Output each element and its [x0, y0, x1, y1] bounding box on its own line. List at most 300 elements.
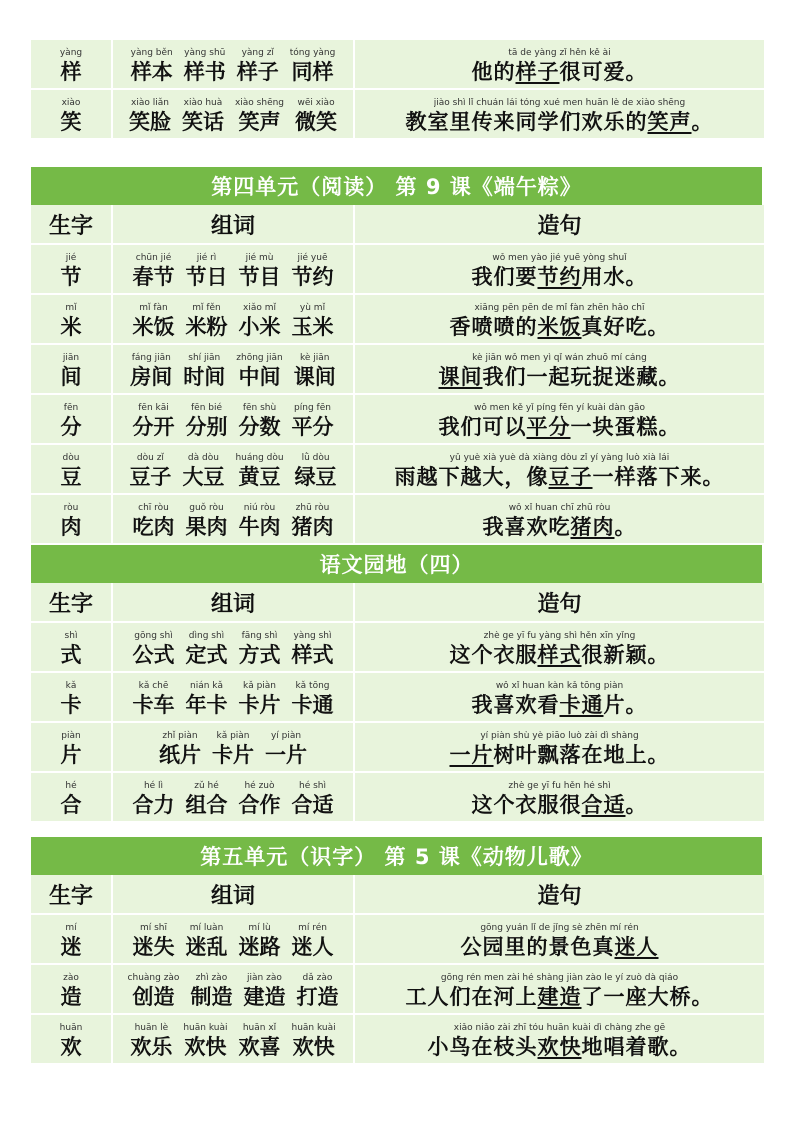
pinyin: kǎ: [65, 681, 77, 691]
sentence-post: 很新颖。: [581, 642, 670, 667]
sentence-cell: [355, 915, 764, 965]
word-item: [235, 453, 283, 490]
word-item: [186, 303, 228, 340]
word-item: [133, 403, 175, 440]
example-sentence: [450, 731, 670, 768]
pinyin: jiàn zào: [247, 973, 282, 983]
hanzi: 迷失: [132, 934, 175, 959]
pinyin: jié: [65, 253, 77, 263]
pinyin: mí lù: [248, 923, 271, 933]
word-item: [133, 681, 175, 718]
table-row: [31, 295, 764, 345]
word-item: [186, 681, 228, 718]
char-cell: [31, 245, 113, 295]
example-sentence: [439, 403, 681, 440]
hanzi: 吃肉: [132, 514, 175, 539]
sentence-post: 用水。: [581, 264, 648, 289]
word-item: [292, 781, 334, 818]
sentence-text: [483, 514, 637, 540]
sentence-pre: 我喜欢吃: [482, 514, 571, 539]
sentence-cell: [355, 90, 764, 140]
pinyin: jié rì: [196, 253, 217, 263]
sentence-post: 我们一起玩捉迷藏。: [482, 364, 681, 389]
table-row: [31, 965, 764, 1015]
hanzi: 建造: [243, 984, 286, 1009]
char-cell: [31, 90, 113, 140]
pinyin: jié mù: [245, 253, 274, 263]
hanzi: 米: [60, 314, 82, 339]
pinyin: zhōng jiān: [236, 353, 283, 363]
hanzi: 绿豆: [294, 464, 337, 489]
word-list: [113, 973, 353, 1010]
char-cell: [31, 495, 113, 545]
hanzi: 迷: [60, 934, 82, 959]
table-row: [31, 495, 764, 545]
word-item: [239, 403, 281, 440]
word-item: [186, 503, 228, 540]
sentence-cell: [355, 345, 764, 395]
char-cell: [31, 915, 113, 965]
hanzi: 迷人: [291, 934, 334, 959]
word-item: [186, 923, 228, 960]
hanzi: 米粉: [185, 314, 228, 339]
sentence-pre: 我们可以: [438, 414, 527, 439]
sentence-cell: [355, 295, 764, 345]
word-item: [129, 453, 171, 490]
header-sentence: 造句: [355, 205, 764, 245]
hanzi: 欢快: [184, 1034, 227, 1059]
sentence-pinyin: yí piàn shù yè piāo luò zài dì shàng: [480, 731, 639, 741]
word-item: [295, 98, 337, 135]
word-item: [290, 48, 336, 85]
char-cell: [31, 723, 113, 773]
pinyin: kǎ piàn: [242, 681, 277, 691]
hanzi: 欢乐: [130, 1034, 173, 1059]
hanzi: 间: [60, 364, 82, 389]
pinyin: zhū ròu: [295, 503, 330, 513]
words-cell: [113, 445, 355, 495]
char-cell: [31, 673, 113, 723]
pinyin: dǎ zào: [302, 973, 333, 983]
words-cell: [113, 915, 355, 965]
new-character: [61, 973, 82, 1010]
section-yuwen-yuandi-4: [31, 545, 762, 823]
sentence-keyword: 卡通: [559, 692, 604, 717]
sentence-post: 。: [625, 792, 648, 817]
table-row: [31, 915, 764, 965]
word-item: [236, 353, 282, 390]
word-item: [190, 973, 232, 1010]
new-character: [61, 453, 82, 490]
pinyin: kǎ piàn: [216, 731, 250, 741]
section-title: 第五单元（识字） 第 5 课《动物儿歌》: [31, 837, 762, 875]
pinyin: fēn shù: [242, 403, 277, 413]
pinyin: chūn jié: [135, 253, 172, 263]
sentence-pre: 香喷喷的: [449, 314, 538, 339]
word-item: [133, 503, 175, 540]
pinyin: mí rén: [298, 923, 327, 933]
hanzi: 时间: [183, 364, 226, 389]
new-character: [61, 681, 82, 718]
hanzi: 样书: [183, 59, 226, 84]
word-item: [292, 303, 334, 340]
hanzi: 创造: [132, 984, 175, 1009]
word-item: [296, 973, 338, 1010]
word-item: [294, 353, 336, 390]
sentence-text: [406, 109, 714, 135]
words-cell: [113, 1015, 355, 1065]
pinyin: zǔ hé: [194, 781, 219, 791]
pinyin: kǎ chē: [138, 681, 169, 691]
word-item: [133, 253, 175, 290]
pinyin: xiǎo mǐ: [243, 303, 276, 313]
hanzi: 果肉: [185, 514, 228, 539]
sentence-pinyin: tā de yàng zǐ hěn kě ài: [508, 48, 611, 58]
word-list: [113, 253, 353, 290]
hanzi: 卡车: [132, 692, 175, 717]
hanzi: 欢: [60, 1034, 82, 1059]
sentence-pre: 雨越下越大，像: [394, 464, 549, 489]
char-cell: [31, 345, 113, 395]
vocab-table: [31, 40, 764, 140]
new-character: [61, 923, 82, 960]
char-cell: [31, 965, 113, 1015]
word-item: [239, 781, 281, 818]
pinyin: huān kuài: [291, 1023, 336, 1033]
vocab-table: [31, 583, 764, 823]
sentence-keyword: 笑声: [647, 109, 692, 134]
hanzi: 分开: [132, 414, 175, 439]
sentence-post: 很可爱。: [559, 59, 648, 84]
pinyin: kǎ tōng: [295, 681, 330, 691]
sentence-pre: 小鸟在枝头: [427, 1034, 538, 1059]
header-words: 组词: [113, 583, 355, 623]
hanzi: 节目: [238, 264, 281, 289]
header-row: [31, 205, 764, 245]
hanzi: 笑: [60, 109, 82, 134]
sentence-pre: 教室里传来同学们欢乐的: [405, 109, 648, 134]
new-character: [61, 253, 82, 290]
sentence-keyword: 米饭: [537, 314, 582, 339]
word-item: [182, 453, 224, 490]
hanzi: 样子: [236, 59, 279, 84]
sentence-post: 片。: [603, 692, 648, 717]
hanzi: 小米: [238, 314, 281, 339]
hanzi: 一片: [265, 742, 307, 767]
example-sentence: [472, 253, 648, 290]
word-item: [183, 1023, 227, 1060]
hanzi: 肉: [60, 514, 82, 539]
table-row: [31, 445, 764, 495]
hanzi: 豆: [60, 464, 82, 489]
sentence-cell: [355, 395, 764, 445]
sentence-cell: [355, 1015, 764, 1065]
hanzi: 豆子: [129, 464, 172, 489]
header-words: 组词: [113, 875, 355, 915]
sentence-cell: [355, 723, 764, 773]
table-row: [31, 245, 764, 295]
hanzi: 合: [60, 792, 82, 817]
pinyin: dòu: [62, 453, 80, 463]
new-character: [61, 731, 82, 768]
new-character: [60, 48, 82, 85]
hanzi: 卡通: [291, 692, 334, 717]
hanzi: 合作: [238, 792, 281, 817]
word-item: [186, 253, 228, 290]
hanzi: 微笑: [295, 109, 338, 134]
word-item: [131, 48, 173, 85]
pinyin: zào: [63, 973, 79, 983]
sentence-pinyin: kè jiān wǒ men yì qǐ wán zhuō mí cáng: [472, 353, 647, 363]
hanzi: 房间: [130, 364, 173, 389]
pinyin: zhǐ piàn: [162, 731, 198, 741]
pinyin: jiān: [62, 353, 80, 363]
pinyin: guǒ ròu: [189, 503, 224, 513]
hanzi: 合力: [132, 792, 175, 817]
pinyin: mí shī: [139, 923, 168, 933]
hanzi: 春节: [132, 264, 175, 289]
pinyin: xiào huà: [183, 98, 223, 108]
new-character: [61, 503, 82, 540]
pinyin: hé shì: [299, 781, 326, 791]
hanzi: 猪肉: [291, 514, 334, 539]
pinyin: yí piàn: [270, 731, 302, 741]
pinyin: yàng zǐ: [241, 48, 274, 58]
words-cell: [113, 673, 355, 723]
words-cell: [113, 965, 355, 1015]
sentence-text: [428, 1034, 692, 1060]
sentence-keyword: 一片: [449, 742, 494, 767]
sentence-cell: [355, 673, 764, 723]
word-item: [130, 353, 172, 390]
table-row: [31, 623, 764, 673]
top-continued-table: [31, 40, 762, 140]
sentence-cell: [355, 773, 764, 823]
char-cell: [31, 295, 113, 345]
words-cell: [113, 345, 355, 395]
word-item: [183, 353, 225, 390]
hanzi: 造: [60, 984, 82, 1009]
sentence-pre: 我们要: [471, 264, 538, 289]
word-list: [113, 353, 353, 390]
section-unit4-lesson9: [31, 167, 762, 545]
pinyin: fāng shì: [241, 631, 278, 641]
sentence-text: [461, 934, 659, 960]
sentence-pre: 我喜欢看: [471, 692, 560, 717]
example-sentence: [450, 631, 670, 668]
sentence-pinyin: wǒ xǐ huan chī zhū ròu: [508, 503, 611, 513]
sentence-keyword: 豆子: [548, 464, 593, 489]
sentence-cell: [355, 445, 764, 495]
sentence-pre: 这个衣服: [449, 642, 538, 667]
hanzi: 分数: [238, 414, 281, 439]
sentence-cell: [355, 245, 764, 295]
word-item: [292, 253, 334, 290]
hanzi: 组合: [185, 792, 228, 817]
new-character: [61, 403, 82, 440]
example-sentence: [472, 781, 648, 818]
hanzi: 制造: [190, 984, 233, 1009]
words-cell: [113, 245, 355, 295]
example-sentence: [428, 1023, 692, 1060]
hanzi: 分别: [185, 414, 228, 439]
hanzi: 迷乱: [185, 934, 228, 959]
hanzi: 课间: [293, 364, 336, 389]
hanzi: 笑话: [181, 109, 224, 134]
sentence-keyword: 样式: [537, 642, 582, 667]
header-words: 组词: [113, 205, 355, 245]
section-title: 第四单元（阅读） 第 9 课《端午粽》: [31, 167, 762, 205]
example-sentence: [472, 48, 648, 85]
hanzi: 同样: [291, 59, 334, 84]
word-item: [186, 631, 228, 668]
hanzi: 年卡: [185, 692, 228, 717]
word-item: [133, 303, 175, 340]
example-sentence: [450, 303, 670, 340]
new-character: [61, 631, 82, 668]
word-item: [212, 731, 254, 768]
pinyin: hé zuò: [244, 781, 275, 791]
hanzi: 合适: [291, 792, 334, 817]
header-char: 生字: [31, 875, 113, 915]
pinyin: fáng jiān: [131, 353, 171, 363]
word-list: [113, 503, 353, 540]
table-row: [31, 345, 764, 395]
pinyin: yàng shū: [184, 48, 226, 58]
sentence-pinyin: gōng rén men zài hé shàng jiàn zào le yí zuò dà qiáo: [440, 973, 679, 983]
word-item: [239, 923, 281, 960]
example-sentence: [461, 923, 659, 960]
hanzi: 卡: [60, 692, 82, 717]
word-item: [182, 98, 224, 135]
pinyin: tóng yàng: [289, 48, 336, 58]
word-item: [239, 631, 281, 668]
table-body: [31, 915, 764, 1065]
word-item: [184, 48, 226, 85]
hanzi: 方式: [238, 642, 281, 667]
sentence-pinyin: xiāng pēn pēn de mǐ fàn zhēn hǎo chī: [474, 303, 645, 313]
pinyin: wēi xiào: [297, 98, 335, 108]
pinyin: mí: [65, 923, 77, 933]
new-character: [61, 98, 82, 135]
pinyin: hé lì: [143, 781, 164, 791]
words-cell: [113, 295, 355, 345]
sentence-pinyin: wǒ xǐ huan kàn kǎ tōng piàn: [495, 681, 624, 691]
pinyin: huān xǐ: [242, 1023, 277, 1033]
pinyin: mǐ fàn: [139, 303, 168, 313]
table-row: [31, 395, 764, 445]
words-cell: [113, 723, 355, 773]
word-item: [133, 631, 175, 668]
word-item: [159, 731, 201, 768]
pinyin: nián kǎ: [189, 681, 223, 691]
words-cell: [113, 40, 355, 90]
hanzi: 卡片: [238, 692, 281, 717]
hanzi: 卡片: [212, 742, 254, 767]
table-body: [31, 245, 764, 545]
hanzi: 片: [60, 742, 82, 767]
pinyin: huáng dòu: [235, 453, 284, 463]
sentence-pinyin: jiào shì lǐ chuán lái tóng xué men huān lè de xiào shēng: [433, 98, 686, 108]
hanzi: 迷路: [238, 934, 281, 959]
sentence-keyword: 合适: [581, 792, 626, 817]
sentence-pre: 他的: [471, 59, 516, 84]
new-character: [61, 353, 82, 390]
word-item: [292, 681, 334, 718]
pinyin: yàng: [59, 48, 83, 58]
hanzi: 大豆: [182, 464, 225, 489]
example-sentence: [439, 353, 681, 390]
sentence-keyword: 节约: [537, 264, 582, 289]
sentence-keyword: 课间: [438, 364, 483, 389]
word-item: [292, 631, 334, 668]
hanzi: 纸片: [159, 742, 201, 767]
word-item: [237, 48, 279, 85]
sentence-pre: 公园里的景色真: [460, 934, 615, 959]
table-body: [31, 623, 764, 823]
sentence-text: [450, 314, 670, 340]
header-sentence: 造句: [355, 583, 764, 623]
word-item: [295, 453, 337, 490]
sentence-post: 树叶飘落在地上。: [493, 742, 670, 767]
hanzi: 米饭: [132, 314, 175, 339]
sentence-pinyin: zhè ge yī fu yàng shì hěn xīn yǐng: [483, 631, 636, 641]
section-title: 语文园地（四）: [31, 545, 762, 583]
hanzi: 黄豆: [238, 464, 281, 489]
table-body: [31, 40, 764, 140]
table-row: [31, 1015, 764, 1065]
hanzi: 玉米: [291, 314, 334, 339]
word-list: [113, 48, 353, 85]
word-item: [186, 781, 228, 818]
pinyin: fēn bié: [190, 403, 223, 413]
word-item: [235, 98, 284, 135]
word-item: [133, 923, 175, 960]
sentence-post: 。: [614, 514, 637, 539]
pinyin: mí luàn: [189, 923, 224, 933]
pinyin: píng fēn: [294, 403, 331, 413]
word-item: [292, 503, 334, 540]
words-cell: [113, 90, 355, 140]
sentence-post: 。: [691, 109, 714, 134]
sentence-pinyin: yǔ yuè xià yuè dà xiàng dòu zǐ yí yàng luò xià lái: [449, 453, 670, 463]
pinyin: jié yuē: [297, 253, 328, 263]
hanzi: 公式: [132, 642, 175, 667]
pinyin: mǐ: [65, 303, 77, 313]
header-char: 生字: [31, 205, 113, 245]
word-list: [113, 453, 353, 490]
example-sentence: [395, 453, 725, 490]
sentence-text: [472, 59, 648, 85]
hanzi: 样式: [291, 642, 334, 667]
header-row: [31, 875, 764, 915]
hanzi: 节约: [291, 264, 334, 289]
hanzi: 欢快: [292, 1034, 335, 1059]
sentence-text: [439, 364, 681, 390]
sentence-post: 真好吃。: [581, 314, 670, 339]
pinyin: lǜ dòu: [301, 453, 330, 463]
section-unit5-lesson5: [31, 837, 762, 1065]
pinyin: kè jiān: [299, 353, 330, 363]
hanzi: 牛肉: [238, 514, 281, 539]
pinyin: fēn kāi: [138, 403, 169, 413]
sentence-pinyin: wǒ men yào jié yuē yòng shuǐ: [492, 253, 627, 263]
sentence-text: [395, 464, 725, 490]
pinyin: fēn: [63, 403, 79, 413]
sentence-pinyin: xiǎo niǎo zài zhī tóu huān kuài dì chàng zhe gē: [453, 1023, 666, 1033]
pinyin: shí jiān: [188, 353, 221, 363]
pinyin: dà dòu: [187, 453, 219, 463]
